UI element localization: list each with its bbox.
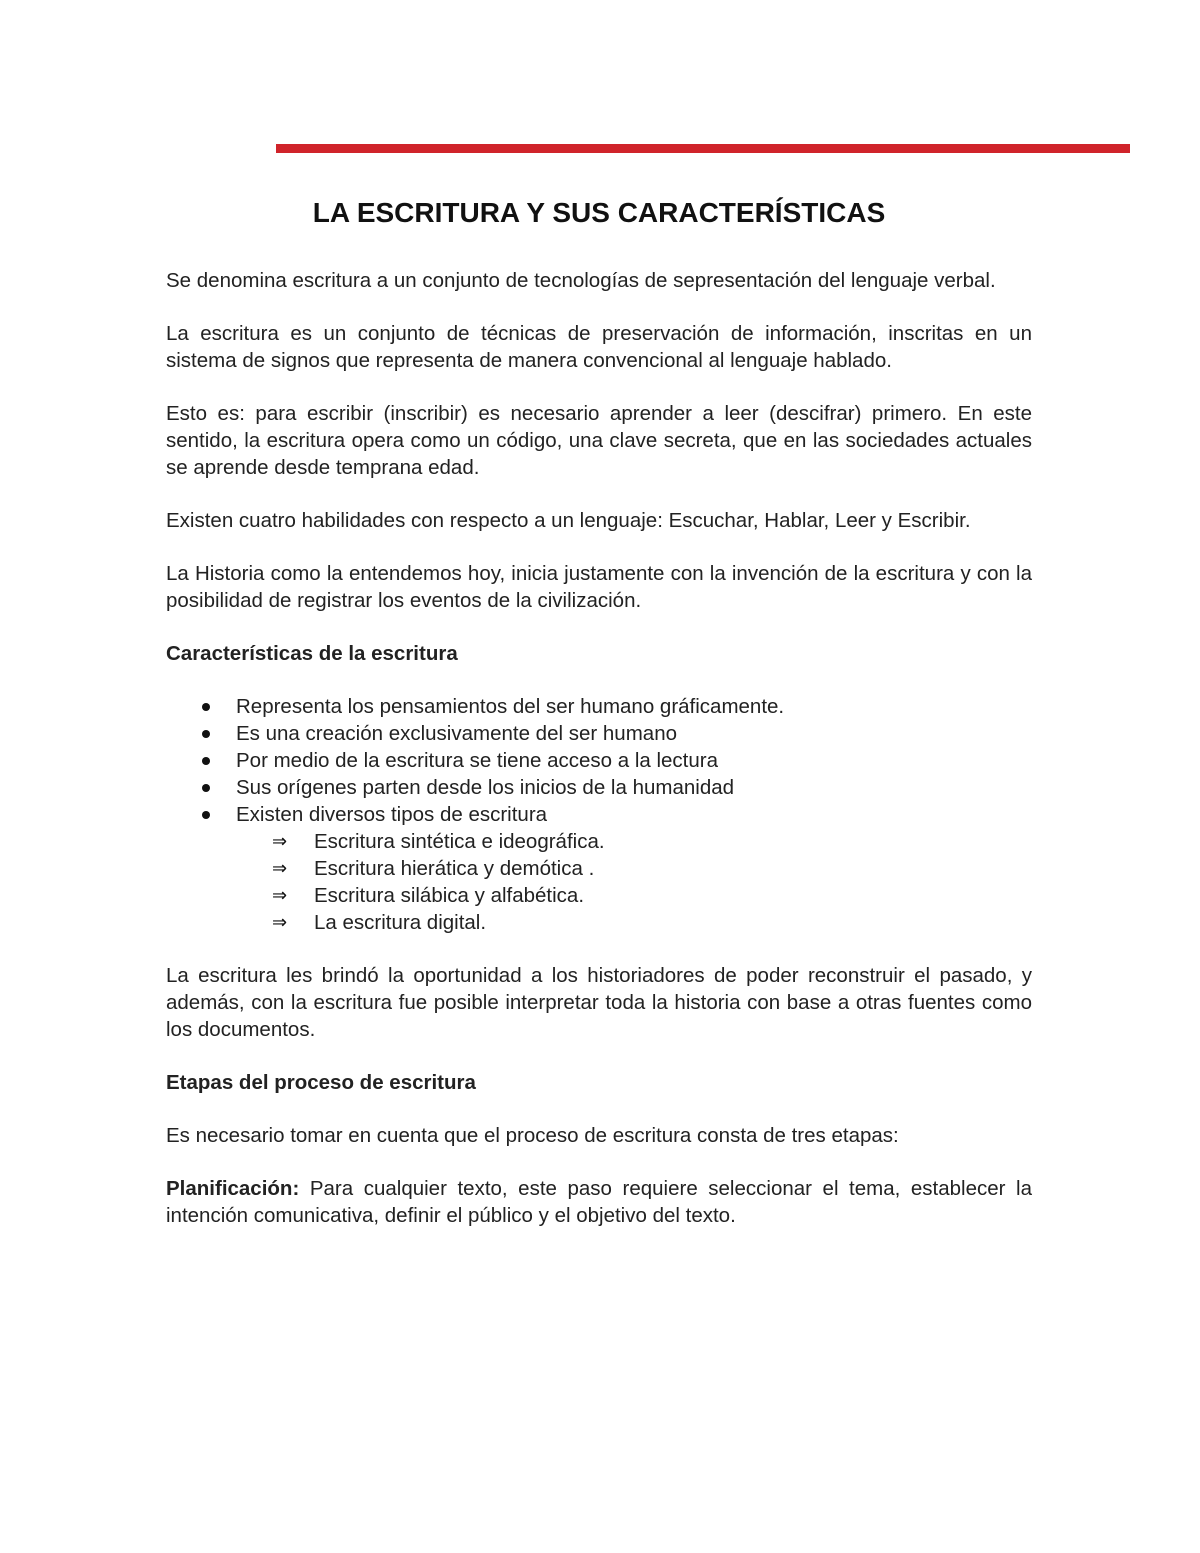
page-title: LA ESCRITURA Y SUS CARACTERÍSTICAS: [312, 197, 886, 228]
double-arrow-icon: ⇒: [272, 912, 288, 932]
bullet-icon: [202, 703, 210, 711]
paragraph-definition: Se denomina escritura a un conjunto de tecnologías de sepresentación del lenguaje verbal.: [166, 269, 996, 292]
section-heading-characteristics: Características de la escritura: [166, 642, 458, 665]
list-item-text: Sus orígenes parten desde los inicios de la humanidad: [236, 776, 735, 799]
list-item: [166, 774, 1032, 801]
paragraph-planning: [166, 1175, 1032, 1229]
sublist-item-text: Escritura silábica y alfabética.: [314, 884, 585, 907]
sublist-item: [166, 882, 1032, 909]
paragraph-code: Esto es: para escribir (inscribir) es necesario aprender a leer (descifrar) primero. En este sentido, la escritura opera como un código, una clave secreta, que en las sociedades actuales se aprende desde temprana edad.: [166, 402, 1032, 479]
list-item-text: Es una creación exclusivamente del ser humano: [236, 722, 677, 745]
list-item-text: Por medio de la escritura se tiene acceso a la lectura: [236, 749, 719, 772]
sublist-item: [166, 909, 1032, 936]
sublist-item-text: La escritura digital.: [314, 911, 487, 934]
sublist-item: [166, 828, 1032, 855]
double-arrow-icon: ⇒: [272, 858, 288, 878]
header-accent-rule: [276, 144, 1130, 153]
paragraph-history: La Historia como la entendemos hoy, inicia justamente con la invención de la escritura y con la posibilidad de registrar los eventos de la civilización.: [166, 562, 1032, 612]
double-arrow-icon: ⇒: [272, 831, 288, 851]
characteristics-list: [166, 693, 1032, 936]
planning-text: Para cualquier texto, este paso requiere seleccionar el tema, establecer la intención comunicativa, definir el público y el objetivo del texto.: [166, 1177, 1032, 1227]
bullet-icon: [202, 757, 210, 765]
double-arrow-icon: ⇒: [272, 885, 288, 905]
bullet-icon: [202, 730, 210, 738]
list-item: [166, 720, 1032, 747]
list-item: [166, 801, 1032, 936]
sublist-item: [166, 855, 1032, 882]
list-item: [166, 693, 1032, 720]
document-body: [166, 193, 1032, 1255]
bullet-icon: [202, 784, 210, 792]
sublist-item-text: Escritura sintética e ideográfica.: [314, 830, 605, 853]
writing-types-sublist: [166, 828, 1032, 936]
paragraph-skills: Existen cuatro habilidades con respecto a un lenguaje: Escuchar, Hablar, Leer y Escribir.: [166, 509, 971, 532]
sublist-item-text: Escritura hierática y demótica .: [314, 857, 595, 880]
section-heading-stages: Etapas del proceso de escritura: [166, 1071, 476, 1094]
bullet-icon: [202, 811, 210, 819]
paragraph-historians: La escritura les brindó la oportunidad a los historiadores de poder reconstruir el pasado, y además, con la escritura fue posible interpretar toda la historia con base a otras fuentes como los documentos.: [166, 964, 1032, 1041]
list-item-text: Representa los pensamientos del ser humano gráficamente.: [236, 695, 785, 718]
paragraph-techniques: La escritura es un conjunto de técnicas de preservación de información, inscritas en un sistema de signos que representa de manera convencional al lenguaje hablado.: [166, 322, 1032, 372]
list-item-text: Existen diversos tipos de escritura: [236, 803, 548, 826]
planning-label: Planificación:: [166, 1177, 300, 1200]
paragraph-stages-intro: Es necesario tomar en cuenta que el proceso de escritura consta de tres etapas:: [166, 1124, 899, 1147]
list-item: [166, 747, 1032, 774]
